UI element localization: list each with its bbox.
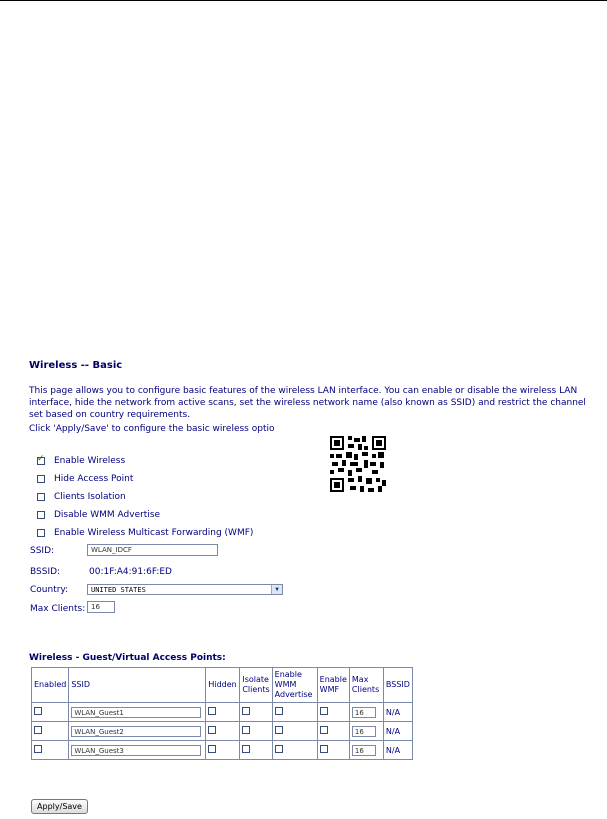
guest3-ssid-input[interactable]: WLAN_Guest3	[71, 745, 201, 756]
guest2-enabled-checkbox[interactable]	[34, 726, 42, 734]
guest1-enabled-checkbox[interactable]	[34, 707, 42, 715]
header-enable-wmf: Enable WMF	[317, 668, 349, 703]
disable-wmm-label: Disable WMM Advertise	[54, 510, 161, 520]
enable-wmf-label: Enable Wireless Multicast Forwarding (WMF)	[54, 528, 254, 538]
option-disable-wmm[interactable]	[37, 510, 160, 520]
guest3-ssid-cell	[69, 741, 206, 760]
header-enable-wmm-advertise: Enable WMM Advertise	[272, 668, 317, 703]
guest3-enabled-cell	[32, 741, 69, 760]
guest2-hidden-cell	[206, 722, 240, 741]
clients-isolation-label: Clients Isolation	[54, 492, 126, 502]
guest-section-title: Wireless - Guest/Virtual Access Points:	[29, 653, 226, 663]
guest3-bssid: N/A	[383, 741, 412, 760]
guest1-wmm-cell	[272, 703, 317, 722]
header-ssid: SSID	[69, 668, 206, 703]
guest2-ssid-input[interactable]: WLAN_Guest2	[71, 726, 201, 737]
page-description: This page allows you to configure basic features of the wireless LAN interface. You can enable or disable the wireless LAN interface, hide the network from active scans, set the wireless network name (also known as SSID) and restrict the channel set based on country requirements.	[29, 386, 586, 420]
option-enable-wmf[interactable]	[37, 528, 253, 538]
guest3-wmm-cell	[272, 741, 317, 760]
guest1-wmm-checkbox[interactable]	[275, 707, 283, 715]
header-hidden: Hidden	[206, 668, 240, 703]
guest3-max-clients-cell	[349, 741, 383, 760]
guest2-wmf-checkbox[interactable]	[320, 726, 328, 734]
max-clients-label: Max Clients:	[30, 604, 86, 614]
header-max-clients: Max Clients	[349, 668, 383, 703]
page-title: Wireless -- Basic	[29, 360, 123, 371]
header-enabled: Enabled	[32, 668, 69, 703]
guest1-ssid-cell	[69, 703, 206, 722]
max-clients-input[interactable]: 16	[87, 601, 115, 613]
guest3-wmf-cell	[317, 741, 349, 760]
guest3-enabled-checkbox[interactable]	[34, 745, 42, 753]
guest3-hidden-checkbox[interactable]	[208, 745, 216, 753]
hide-access-point-label: Hide Access Point	[54, 474, 134, 484]
option-enable-wireless[interactable]	[37, 456, 125, 466]
guest2-wmm-cell	[272, 722, 317, 741]
apply-save-button[interactable]: Apply/Save	[31, 799, 88, 814]
table-row	[32, 703, 413, 722]
option-clients-isolation[interactable]	[37, 492, 126, 502]
guest1-bssid: N/A	[383, 703, 412, 722]
table-header-row	[32, 668, 413, 703]
bssid-value: 00:1F:A4:91:6F:ED	[89, 567, 172, 577]
guest3-wmm-checkbox[interactable]	[275, 745, 283, 753]
guest3-hidden-cell	[206, 741, 240, 760]
guest1-isolate-cell	[240, 703, 272, 722]
country-label: Country:	[30, 585, 69, 595]
option-hide-access-point[interactable]	[37, 474, 133, 484]
guest1-max-clients-cell	[349, 703, 383, 722]
ssid-input[interactable]: WLAN_IDCF	[87, 544, 218, 556]
hide-access-point-checkbox[interactable]	[37, 475, 45, 483]
guest3-wmf-checkbox[interactable]	[320, 745, 328, 753]
guest1-wmf-checkbox[interactable]	[320, 707, 328, 715]
enable-wmf-checkbox[interactable]	[37, 529, 45, 537]
guest2-isolate-checkbox[interactable]	[242, 726, 250, 734]
apply-instruction: Click 'Apply/Save' to configure the basic wireless optio	[29, 424, 275, 434]
guest2-isolate-cell	[240, 722, 272, 741]
guest2-bssid: N/A	[383, 722, 412, 741]
disable-wmm-checkbox[interactable]	[37, 511, 45, 519]
guest2-enabled-cell	[32, 722, 69, 741]
header-bssid: BSSID	[383, 668, 412, 703]
guest-access-points-table	[31, 667, 413, 760]
top-border-line	[0, 0, 607, 1]
ssid-label: SSID:	[30, 546, 55, 556]
guest2-wmf-cell	[317, 722, 349, 741]
guest1-isolate-checkbox[interactable]	[242, 707, 250, 715]
clients-isolation-checkbox[interactable]	[37, 493, 45, 501]
guest3-isolate-checkbox[interactable]	[242, 745, 250, 753]
country-select-value: UNITED STATES	[91, 586, 146, 594]
guest2-ssid-cell	[69, 722, 206, 741]
enable-wireless-label: Enable Wireless	[54, 456, 126, 466]
guest2-hidden-checkbox[interactable]	[208, 726, 216, 734]
guest3-isolate-cell	[240, 741, 272, 760]
guest1-max-clients-input[interactable]: 16	[352, 707, 376, 718]
bssid-label: BSSID:	[30, 567, 61, 577]
guest3-max-clients-input[interactable]: 16	[352, 745, 376, 756]
table-row	[32, 722, 413, 741]
guest2-wmm-checkbox[interactable]	[275, 726, 283, 734]
guest2-max-clients-input[interactable]: 16	[352, 726, 376, 737]
enable-wireless-checkbox[interactable]	[37, 457, 45, 465]
qr-code-icon	[330, 436, 386, 492]
guest1-ssid-input[interactable]: WLAN_Guest1	[71, 707, 201, 718]
guest2-max-clients-cell	[349, 722, 383, 741]
guest1-hidden-checkbox[interactable]	[208, 707, 216, 715]
table-row	[32, 741, 413, 760]
guest1-wmf-cell	[317, 703, 349, 722]
chevron-down-icon[interactable]: ▼	[271, 585, 282, 594]
country-select[interactable]	[87, 584, 283, 595]
guest1-hidden-cell	[206, 703, 240, 722]
guest1-enabled-cell	[32, 703, 69, 722]
header-isolate-clients: Isolate Clients	[240, 668, 272, 703]
